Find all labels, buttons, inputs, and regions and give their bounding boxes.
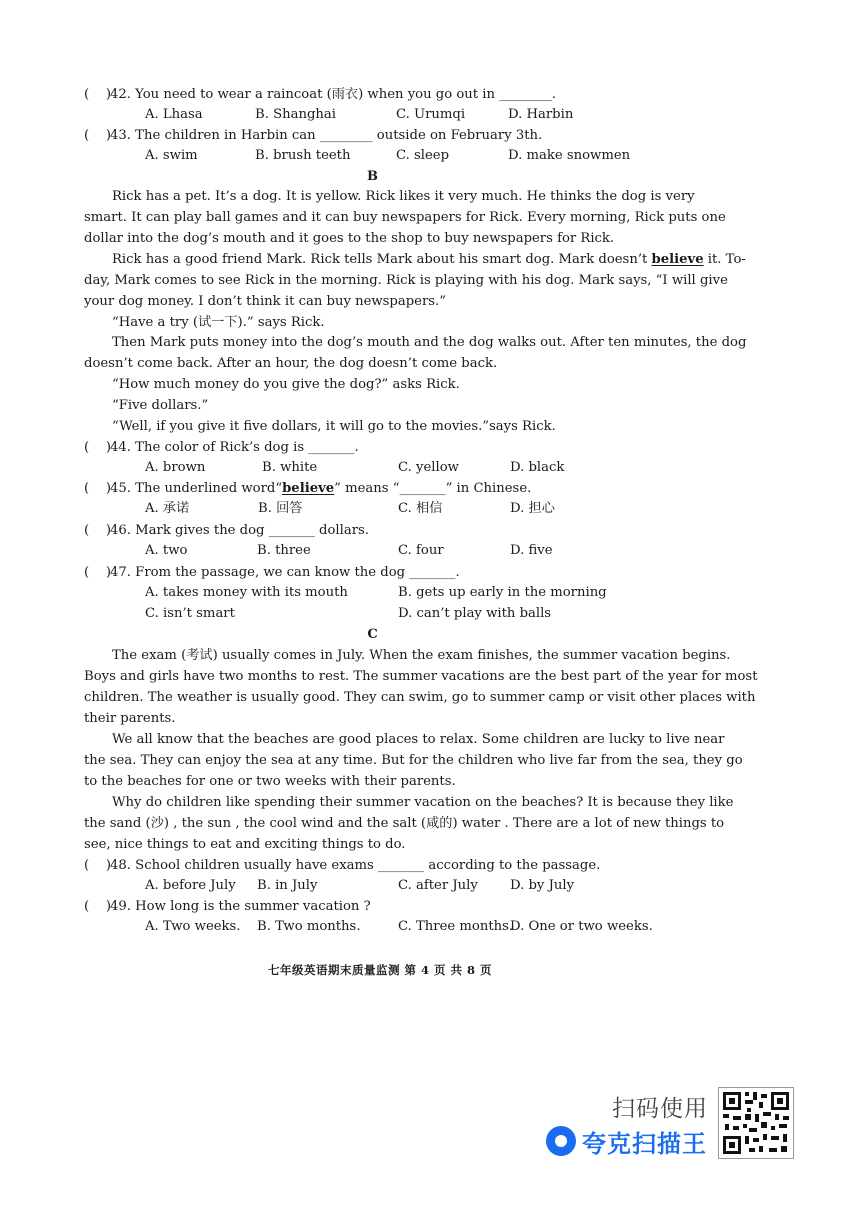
passage-c-line: the sand (沙) , the sun , the cool wind and the salt (咸的) water . There are a lot of new things to bbox=[84, 816, 725, 831]
q43-option-d: D. make snowmen bbox=[508, 148, 631, 163]
passage-b-line: “Five dollars.” bbox=[112, 398, 209, 413]
q44-option-b: B. white bbox=[262, 460, 318, 475]
answer-bracket[interactable]: ( ) bbox=[84, 481, 112, 496]
passage-b-line: “Have a try (试一下).” says Rick. bbox=[112, 315, 325, 330]
passage-c-line: Why do children like spending their summer vacation on the beaches? It is because they like bbox=[112, 795, 734, 810]
q48-option-d: D. by July bbox=[510, 878, 575, 893]
answer-bracket[interactable]: ( ) bbox=[84, 565, 112, 580]
question-42-stem: 42. You need to wear a raincoat (雨衣) when you go out in ________. bbox=[110, 87, 557, 102]
qr-code-icon[interactable] bbox=[718, 1087, 794, 1159]
passage-c-line: Boys and girls have two months to rest. The summer vacations are the best part of the year for most bbox=[84, 669, 758, 684]
passage-c-line: We all know that the beaches are good places to relax. Some children are lucky to live near bbox=[112, 732, 725, 747]
quark-logo-icon bbox=[546, 1126, 576, 1156]
q42-option-a: A. Lhasa bbox=[145, 107, 203, 122]
question-46-stem: 46. Mark gives the dog _______ dollars. bbox=[110, 523, 369, 538]
scan-to-use-label: 扫码使用 bbox=[612, 1096, 708, 1122]
passage-b-line: “Well, if you give it five dollars, it will go to the movies.”says Rick. bbox=[112, 419, 556, 434]
q46-option-b: B. three bbox=[257, 543, 311, 558]
q47-option-b: B. gets up early in the morning bbox=[398, 585, 607, 600]
q47-option-d: D. can’t play with balls bbox=[398, 606, 552, 621]
answer-bracket[interactable]: ( ) bbox=[84, 128, 112, 143]
q49-option-d: D. One or two weeks. bbox=[510, 919, 653, 934]
passage-c-line: the sea. They can enjoy the sea at any time. But for the children who live far from the sea, they go bbox=[84, 753, 743, 768]
passage-c-line: their parents. bbox=[84, 711, 176, 726]
q45-option-a: A. 承诺 bbox=[145, 501, 190, 516]
passage-c-line: children. The weather is usually good. They can swim, go to summer camp or visit other places with bbox=[84, 690, 756, 705]
q43-option-c: C. sleep bbox=[396, 148, 450, 163]
section-c-heading: C bbox=[367, 627, 378, 642]
passage-c-line: The exam (考试) usually comes in July. When the exam finishes, the summer vacation begins. bbox=[112, 648, 731, 663]
q44-option-d: D. black bbox=[510, 460, 565, 475]
passage-c-line: to the beaches for one or two weeks with their parents. bbox=[84, 774, 456, 789]
answer-bracket[interactable]: ( ) bbox=[84, 87, 112, 102]
q48-option-c: C. after July bbox=[398, 878, 478, 893]
answer-bracket[interactable]: ( ) bbox=[84, 858, 112, 873]
q42-option-b: B. Shanghai bbox=[255, 107, 336, 122]
passage-b-line: “How much money do you give the dog?” asks Rick. bbox=[112, 377, 460, 392]
q45-option-d: D. 担心 bbox=[510, 501, 555, 516]
q48-option-b: B. in July bbox=[257, 878, 318, 893]
question-49-stem: 49. How long is the summer vacation ? bbox=[110, 899, 371, 914]
answer-bracket[interactable]: ( ) bbox=[84, 440, 112, 455]
question-47-stem: 47. From the passage, we can know the dog _______. bbox=[110, 565, 460, 580]
underlined-word-believe: believe bbox=[282, 481, 335, 496]
passage-b-line: your dog money. I don’t think it can buy newspapers.” bbox=[84, 294, 446, 309]
q46-option-a: A. two bbox=[145, 543, 188, 558]
q45-option-b: B. 回答 bbox=[258, 501, 303, 516]
q44-option-a: A. brown bbox=[145, 460, 206, 475]
q42-option-d: D. Harbin bbox=[508, 107, 574, 122]
q47-option-c: C. isn’t smart bbox=[145, 606, 235, 621]
q42-option-c: C. Urumqi bbox=[396, 107, 466, 122]
q45-option-c: C. 相信 bbox=[398, 501, 443, 516]
page-footer: 七年级英语期末质量监测 第 4 页 共 8 页 bbox=[267, 963, 493, 977]
question-43-stem: 43. The children in Harbin can ________ outside on February 3th. bbox=[110, 128, 543, 143]
q43-option-a: A. swim bbox=[145, 148, 198, 163]
q47-option-a: A. takes money with its mouth bbox=[145, 585, 348, 600]
question-45-stem: 45. The underlined word“believe” means “_______” in Chinese. bbox=[110, 481, 532, 496]
q49-option-b: B. Two months. bbox=[257, 919, 361, 934]
passage-b-line: Rick has a good friend Mark. Rick tells Mark about his smart dog. Mark doesn’t believe it. To- bbox=[112, 252, 746, 267]
q43-option-b: B. brush teeth bbox=[255, 148, 351, 163]
q46-option-d: D. five bbox=[510, 543, 553, 558]
passage-b-line: dollar into the dog’s mouth and it goes to the shop to buy newspapers for Rick. bbox=[84, 231, 615, 246]
brand-name: 夸克扫描王 bbox=[582, 1129, 707, 1158]
question-48-stem: 48. School children usually have exams _______ according to the passage. bbox=[110, 858, 601, 873]
passage-b-line: Then Mark puts money into the dog’s mouth and the dog walks out. After ten minutes, the dog bbox=[112, 335, 747, 350]
passage-b-line: day, Mark comes to see Rick in the morning. Rick is playing with his dog. Mark says, “I will give bbox=[84, 273, 728, 288]
underlined-word-believe: believe bbox=[651, 252, 704, 267]
q48-option-a: A. before July bbox=[145, 878, 236, 893]
answer-bracket[interactable]: ( ) bbox=[84, 523, 112, 538]
q46-option-c: C. four bbox=[398, 543, 444, 558]
q49-option-c: C. Three months. bbox=[398, 919, 514, 934]
passage-b-line: smart. It can play ball games and it can buy newspapers for Rick. Every morning, Rick puts one bbox=[84, 210, 726, 225]
passage-b-line: doesn’t come back. After an hour, the dog doesn’t come back. bbox=[84, 356, 498, 371]
passage-b-line: Rick has a pet. It’s a dog. It is yellow. Rick likes it very much. He thinks the dog is very bbox=[112, 189, 695, 204]
passage-c-line: see, nice things to eat and exciting things to do. bbox=[84, 837, 406, 852]
quark-scanner-brand bbox=[546, 1124, 707, 1158]
answer-bracket[interactable]: ( ) bbox=[84, 899, 112, 914]
q49-option-a: A. Two weeks. bbox=[145, 919, 241, 934]
q44-option-c: C. yellow bbox=[398, 460, 459, 475]
question-44-stem: 44. The color of Rick’s dog is _______. bbox=[110, 440, 359, 455]
section-b-heading: B bbox=[367, 169, 378, 184]
